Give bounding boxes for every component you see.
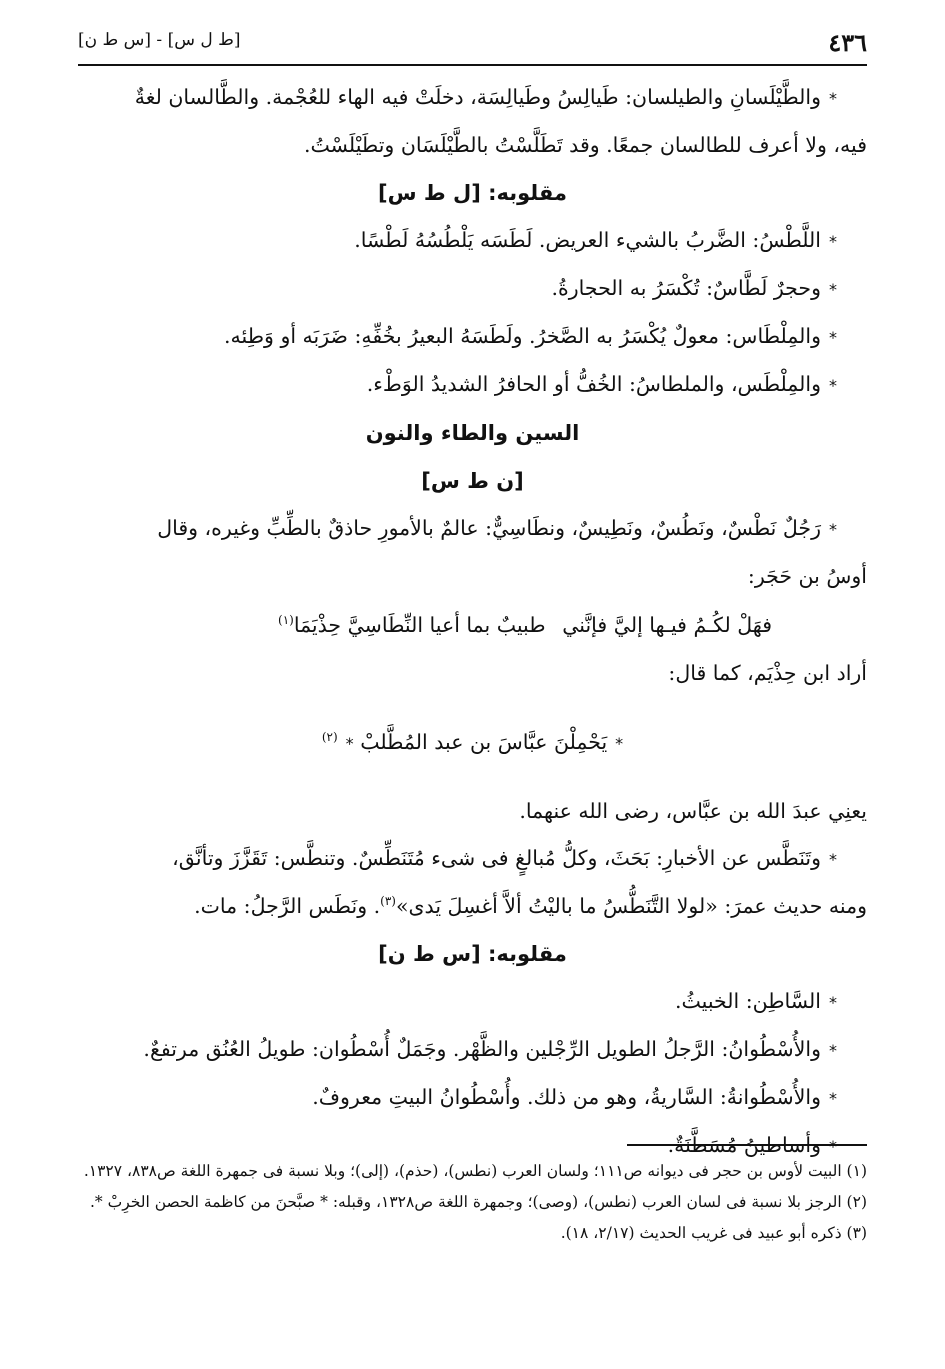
- footnote-2: (٢) الرجز بلا نسبة فى لسان العرب (نطس)، (وصى)؛ وجمهرة اللغة ص١٣٢٨، وقبله: * صبَّحنَ من كاظمة الحصن الخرِبْ *.: [90, 1193, 867, 1211]
- entry-text: والأُسْطُوانُ: الرَّجلُ الطويل الرِّجْلين والظَّهْر. وجَمَلٌ أُسْطُوان: طويلُ العُنُق مرتفعٌ.: [143, 1037, 821, 1061]
- entry-star: *: [829, 232, 837, 251]
- entry-star: *: [829, 1137, 837, 1156]
- footnotes: [78, 1144, 867, 1251]
- entry-tailasan: [78, 74, 867, 122]
- entry-milats: [78, 361, 867, 409]
- entry-lattas: [78, 265, 867, 313]
- entry-tanattus: [78, 835, 867, 883]
- entry-text: والمِلْطَس، والملطاسُ: الخُفُّ أو الحافرُ الشديدُ الوَطْء.: [366, 372, 821, 396]
- header-rule: [78, 64, 867, 66]
- text-line: أراد ابن حِذْيَم، كما قال:: [668, 661, 867, 685]
- entry-text: وأساطينُ مُسَطَّنَةٌ.: [667, 1133, 821, 1157]
- entry-star: *: [829, 280, 837, 299]
- root-heading-lts: مقلوبه: [ل ط س]: [377, 181, 567, 205]
- entry-star: *: [829, 376, 837, 395]
- verse-second-hemistich: [278, 600, 546, 650]
- entry-star: *: [615, 733, 624, 753]
- entry-tailasan-continued: فيه، ولا أعرف للطالسان جمعًا. وقد تَطَلَّسْتُ بالطَّيْلَسَان وتطَيْلَسْتُ.: [304, 133, 867, 157]
- entry-text: والطَّيْلَسانِ والطيلسان: طَيالِسُ وطَيالِسَة، دخلَتْ فيه الهاء للعُجْمة. والطَّالسان لغةٌ: [134, 85, 821, 109]
- entry-star: *: [829, 993, 837, 1012]
- entry-text: السَّاطِن: الخبيثُ.: [674, 989, 821, 1013]
- text-line: يعنِي عبدَ الله بن عبَّاس، رضى الله عنهما.: [519, 799, 867, 823]
- entry-nats-continued: أوسُ بن حَجَر:: [747, 564, 867, 588]
- entry-star: *: [829, 89, 837, 108]
- entry-lats: [78, 217, 867, 265]
- page-number: ٤٣٦: [828, 28, 867, 57]
- verse-text: طبيبٌ بما أعيا النِّطَاسِيَّ حِذْيَمَا: [293, 613, 546, 637]
- verse-first-hemistich: فهَلْ لكُـمُ فيـها إليَّ فإنَّني: [562, 613, 772, 637]
- hadith-text: ومنه حديث عمرَ: «لولا التَّنَطُّسُ ما باليْتُ ألاَّ أغسِلَ يَدى»: [395, 894, 867, 918]
- root-heading-nts: [ن ط س]: [421, 469, 524, 493]
- footnote-ref: (٢): [321, 729, 338, 744]
- page-body: [78, 74, 867, 1170]
- entry-text: والأُسْطُوانةُ: السَّاريةُ، وهو من ذلك. وأُسْطُوانُ البيتِ معروفٌ.: [312, 1085, 821, 1109]
- entry-text: . ونَطَس الرَّجلُ: مات.: [194, 894, 381, 918]
- entry-star: *: [829, 520, 837, 539]
- entry-text: وتَنَطَّس عن الأخبارِ: بَحَثَ، وكلُّ مُبالغٍ فى شىء مُتَنَطِّسٌ. وتنطَّس: تَقَزَّزَ وتأنَّق،: [172, 846, 821, 870]
- rajaz-line: [78, 718, 867, 768]
- poetry-verse: [78, 600, 867, 650]
- page-header: [78, 22, 867, 56]
- footnote-3: (٣) ذكره أبو عبيد فى غريب الحديث (٢/١٧، ١٨).: [560, 1224, 867, 1242]
- entry-star: *: [829, 328, 837, 347]
- entry-text: اللَّطْسُ: الضَّربُ بالشيء العريض. لَطَسَه يَلْطُسُهُ لَطْسًا.: [354, 228, 821, 252]
- footnote-ref: (٣): [380, 894, 396, 909]
- entry-star: *: [345, 733, 354, 753]
- footnote-ref: (١): [278, 613, 294, 628]
- entry-star: *: [829, 850, 837, 869]
- footnote-rule: [627, 1144, 867, 1146]
- entry-satin: [78, 978, 867, 1026]
- rajaz-text: يَحْمِلْنَ عبَّاسَ بن عبد المُطَّلبْ: [360, 729, 608, 754]
- entry-text: وحجرٌ لَطَّاسٌ: تُكْسَرُ به الحجارةُ.: [551, 276, 821, 300]
- entry-star: *: [829, 1041, 837, 1060]
- footnote-1: (١) البيت لأوس بن حجر فى ديوانه ص١١١؛ ولسان العرب (نطس)، (حذم)، (إلى)؛ وبلا نسبة فى جمهرة اللغة ص٨٣٨، ١٣٢٧.: [83, 1162, 867, 1180]
- entry-tanattus-continued: [78, 883, 867, 930]
- entry-ustuwana: [78, 1074, 867, 1122]
- entry-text: رَجُلٌ نَطْسٌ، ونَطُسٌ، ونَطِيسٌ، ونطَاسِيٌّ: عالمٌ بالأمورِ حاذقٌ بالطِّبِّ وغيره، وقال: [157, 516, 821, 540]
- entry-text: والمِلْطَاس: معولٌ يُكْسَرُ به الصَّخرُ. ولَطَسَهُ البعيرُ بخُفِّهِ: ضَرَبَه أو وَطِئه.: [224, 324, 821, 348]
- entry-miltas: [78, 313, 867, 361]
- entry-ustuwan: [78, 1026, 867, 1074]
- running-head: [ط ل س] - [س ط ن]: [78, 30, 241, 50]
- entry-star: *: [829, 1089, 837, 1108]
- root-heading-stn: مقلوبه: [س ط ن]: [378, 942, 567, 966]
- entry-nats: [78, 505, 867, 553]
- section-title: السين والطاء والنون: [365, 421, 580, 445]
